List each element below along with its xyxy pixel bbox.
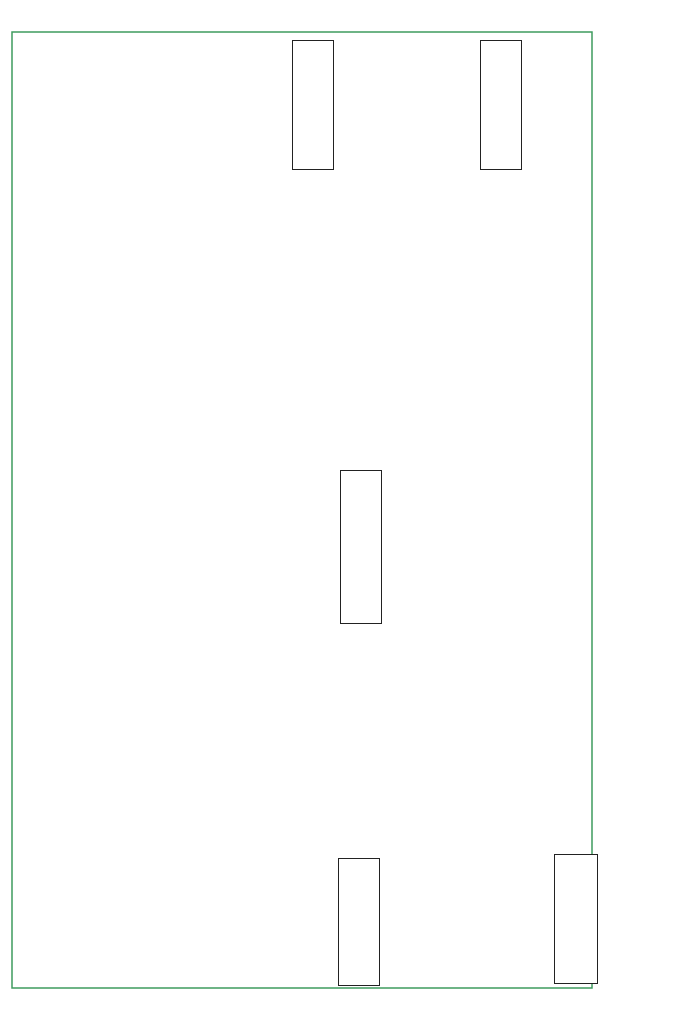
col3-cell-16 xyxy=(414,754,462,802)
col1-cell-5 xyxy=(528,226,576,274)
col2-cell-16 xyxy=(474,754,522,802)
col3-cell-18 xyxy=(414,850,462,898)
col2-cell-20 xyxy=(474,946,522,994)
col1-cell-3 xyxy=(528,130,576,178)
col3-cell-13 xyxy=(414,610,462,658)
line-legend xyxy=(606,268,612,488)
col1-cell-1 xyxy=(528,34,576,82)
col1-cell-2 xyxy=(528,82,576,130)
col3-cell-14 xyxy=(414,658,462,706)
col2-cell-19 xyxy=(474,898,522,946)
title xyxy=(626,48,666,112)
col3-cell-10 xyxy=(414,466,462,514)
col1-cell-4 xyxy=(528,178,576,226)
callout-top-3 xyxy=(480,40,522,170)
col3-cell-17 xyxy=(414,802,462,850)
col2-cell-18 xyxy=(474,850,522,898)
col3-cell-7 xyxy=(414,322,462,370)
col3-cell-3 xyxy=(414,130,462,178)
col3-cell-2 xyxy=(414,82,462,130)
col4-cell-4 xyxy=(362,178,410,226)
col2-cell-17 xyxy=(474,802,522,850)
col4-cell-7 xyxy=(362,298,410,346)
col3-cell-11 xyxy=(414,514,462,562)
callout-bottom-1 xyxy=(338,858,380,986)
col3-cell-15 xyxy=(414,706,462,754)
col3-cell-12 xyxy=(414,562,462,610)
callout-gap xyxy=(340,470,382,624)
col3-cell-20 xyxy=(414,946,462,994)
col3-cell-4 xyxy=(414,178,462,226)
col3-cell-8 xyxy=(414,370,462,418)
col4-cell-3 xyxy=(362,130,410,178)
col3-cell-19 xyxy=(414,898,462,946)
callout-bottom-2 xyxy=(554,854,598,984)
col3-cell-5 xyxy=(414,226,462,274)
col3-cell-9 xyxy=(414,418,462,466)
col3-cell-6 xyxy=(414,274,462,322)
callout-top-1 xyxy=(292,40,334,170)
col4-cell-1 xyxy=(362,34,410,82)
col4-cell-2 xyxy=(362,82,410,130)
